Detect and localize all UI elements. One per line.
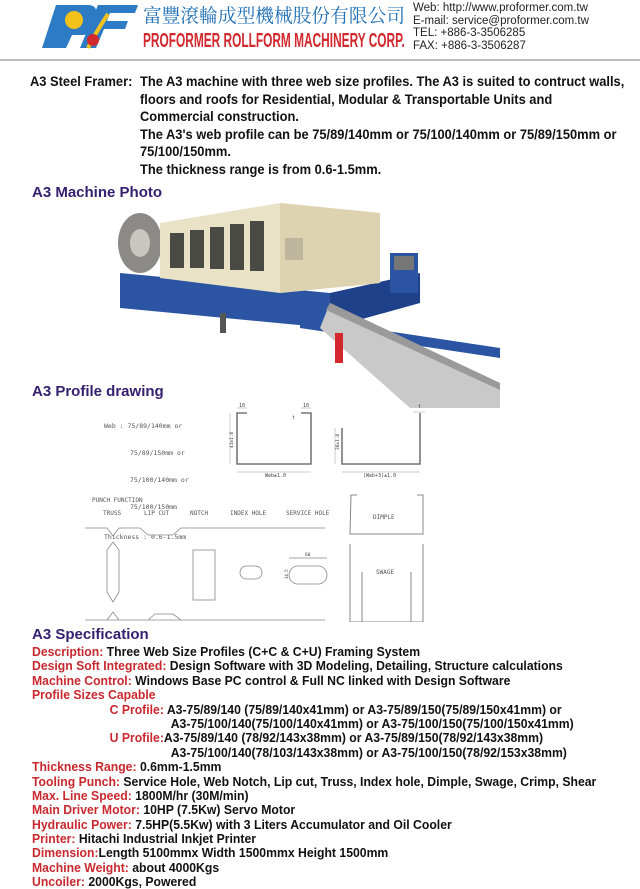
spec-value: 1800M/hr (30M/min) [131,788,249,803]
punch-label-service-hole: SERVICE HOLE [286,510,330,517]
spec-value: Hitachi Industrial Inkjet Printer [75,832,257,847]
spec-label: Hydraulic Power: [32,817,132,832]
spec-label: Printer: [32,832,76,847]
spec-label: Tooling Punch: [32,774,120,789]
spec-label: Main Driver Motor: [32,803,140,818]
spec-value: about 4000Kgs [128,860,220,875]
punch-label-lip-cut: LIP CUT [144,510,170,517]
section-heading-spec: A3 Specification [32,626,149,643]
telephone: TEL: +886-3-3506285 [413,27,526,40]
proformer-logo [38,2,138,50]
intro-body [140,73,628,178]
spec-label: Description: [32,645,104,659]
u-height-dim: 38±1.0 [336,433,341,450]
web-sizes-line: Web : 75/89/140mm or [104,422,183,430]
spec-label: Machine Weight: [32,860,129,875]
spec-value: Three Web Size Profiles (C+C & C+U) Framing System [103,645,421,659]
intro-paragraph: The A3's web profile can be 75/89/140mm or 75/100/140mm or 75/89/150mm or 75/100/150mm. [140,125,617,159]
spec-value: Design Software with 3D Modeling, Detailing, Structure calculations [166,659,563,674]
fax: FAX: +886-3-3506287 [413,39,526,52]
spec-label: Profile Sizes Capable [32,688,156,703]
intro-label: A3 Steel Framer: [30,73,133,89]
profile-section-drawings [225,400,445,480]
spec-label: C Profile: [109,702,164,717]
c-width-dim: Web±1.0 [265,473,287,479]
u-thickness-dim: t [418,404,422,410]
web-sizes-line: 75/100/140mm or [130,476,189,484]
intro-paragraph: The thickness range is from 0.6-1.5mm. [140,160,382,177]
intro-paragraph: The A3 machine with three web size profiles. The A3 is suited to contruct walls, floors and roofs for Residential, Modular & Transportable Units and Commercial construction. [140,73,625,124]
spec-label: U Profile: [109,731,164,746]
spec-value: 10HP (7.5Kw) Servo Motor [139,803,296,818]
u-profile-drawing [342,413,420,464]
spec-row [32,659,596,673]
spec-value: Service Hole, Web Notch, Lip cut, Truss, Index hole, Dimple, Swage, Crimp, Shear [119,774,597,789]
spec-value: A3-75/100/140(75/100/140x41mm) or A3-75/100/150(75/100/150x41mm) [170,716,574,731]
spec-row [32,789,596,803]
spec-label: Max. Line Speed: [32,788,132,803]
company-name-chinese: 富豐滾輪成型機械股份有限公司 [143,5,406,27]
spec-row [32,818,596,832]
specification-list [32,645,596,889]
c-profile-drawing [237,413,311,464]
spec-row [32,703,596,717]
dimple-label: DIMPLE [373,514,395,521]
section-heading-drawing: A3 Profile drawing [32,383,164,400]
spec-value: Windows Base PC control & Full NC linked with Design Software [131,673,511,688]
spec-value: 2000Kgs, Powered [84,875,197,889]
spec-row [32,832,596,846]
spec-value: 7.5HP(5.5Kw) with 3 Liters Accumulator and Oil Cooler [131,817,452,832]
spec-value: A3-75/89/140 (78/92/143x38mm) or A3-75/89/150(78/92/143x38mm) [163,731,544,746]
spec-row [32,645,596,659]
company-name-english: PROFORMER ROLLFORM MACHINERY CORP. [143,30,405,52]
punch-label-index-hole: INDEX HOLE [230,510,267,517]
swage-label: SWAGE [376,569,395,576]
spec-row [32,717,596,731]
spec-row [32,846,596,860]
spec-row [32,875,596,889]
machine-photo [100,198,500,408]
web-sizes-line: 75/89/150mm or [130,449,185,457]
spec-row [32,746,596,760]
spec-row [32,731,596,745]
service-hole-width: 60 [305,553,311,558]
spec-value: Length 5100mmx Width 1500mmx Height 1500mm [98,846,389,861]
c-thickness-dim: t [292,415,296,421]
spec-label: Dimension: [32,846,99,861]
c-height-dim: 41±1.0 [230,431,235,448]
contact-info [413,2,589,52]
spec-value: A3-75/89/140 (75/89/140x41mm) or A3-75/89/150(75/89/150x41mm) or [163,702,562,717]
u-width-dim: (Web+3)±1.0 [363,473,397,479]
punch-label-truss: TRUSS [103,510,122,517]
spec-row [32,688,596,702]
section-heading-photo: A3 Machine Photo [32,184,163,201]
punch-label-notch: NOTCH [190,510,209,517]
spec-label: Thickness Range: [32,760,137,775]
spec-row [32,674,596,688]
spec-row [32,760,596,774]
dimple-swage-drawing [345,492,430,622]
spec-row [32,775,596,789]
email-link[interactable]: E-mail: service@proformer.com.tw [413,14,589,27]
thickness-line: Thickness : 0.6-1.5mm [104,533,187,541]
c-lip-dim: 10 [303,403,310,409]
web-sizes-line: 75/100/150mm [130,503,177,511]
service-hole-height: 34.5 [284,569,289,579]
spec-label: Uncoiler: [32,875,85,889]
header-divider [0,59,640,61]
web-link[interactable]: Web: http://www.proformer.com.tw [413,2,588,14]
spec-row [32,861,596,875]
punch-title: PUNCH FUNCTION [92,497,143,504]
spec-label: Design Soft Integrated: [32,659,167,674]
spec-row [32,803,596,817]
c-lip-dim: 10 [239,403,246,409]
spec-value: A3-75/100/140(78/103/143x38mm) or A3-75/100/150(78/92/153x38mm) [170,745,567,760]
spec-label: Machine Control: [32,673,132,688]
spec-value: 0.6mm-1.5mm [136,760,222,775]
